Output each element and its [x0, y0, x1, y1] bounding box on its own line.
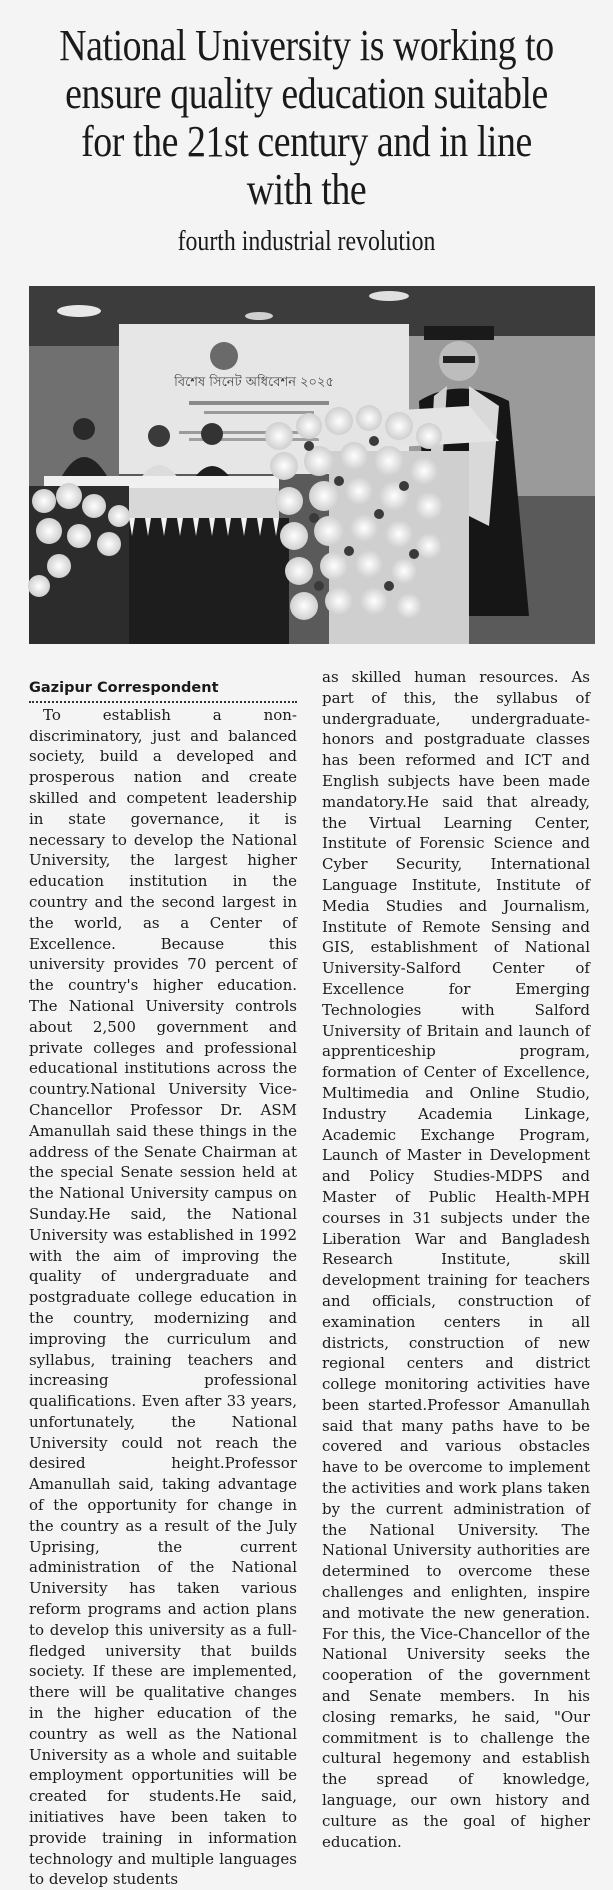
article-photo: [29, 286, 595, 644]
article-column-left: [29, 678, 297, 1889]
article-body-left: To establish a non-discriminatory, just and balanced society, build a developed and prosperous nation and create skilled and competent leadership in state governance, it is necessary to develop the National University, the largest higher education institution in the country and the second largest in the world, as a Center of Excellence. Because this university provides 70 percent of the country's higher education. The National University controls about 2,500 government and private colleges and professional educational institutions across the country.National University Vice-Chancellor Professor Dr. ASM Amanullah said these things in the address of the Senate Chairman at the special Senate session held at the National University campus on Sunday.He said, the National University was established in 1992 with the aim of improving the quality of undergraduate and postgraduate college education in the country, modernizing and improving the curriculum and syllabus, training teachers and increasing professional qualifications. Even after 33 years, unfortunately, the National University could not reach the desired height.Professor Amanullah said, taking advantage of the opportunity for change in the country as a result of the July Uprising, the current administration of the National University has taken various reform programs and action plans to develop this university as a full-fledged university that builds society. If these are implemented, there will be qualitative changes in the higher education of the country as well as the National University as a whole and suitable employment opportunities will be created for students.He said, initiatives have been taken to provide training in information technology and multiple languages to develop students: [29, 705, 297, 1889]
senate-session-photo: [29, 286, 595, 644]
article-column-right: [322, 667, 590, 1851]
article-body-right: as skilled human resources. As part of this, the syllabus of undergraduate, undergraduate-honors and postgraduate classes has been reformed and ICT and English subjects have been made mandatory.He said that already, the Virtual Learning Center, Institute of Forensic Science and Cyber Security, International Language Institute, Institute of Media Studies and Journalism, Institute of Remote Sensing and GIS, establishment of National University-Salford Center of Excellence for Emerging Technologies with Salford University of Britain and launch of apprenticeship program, formation of Center of Excellence, Multimedia and Online Studio, Industry Academia Linkage, Academic Exchange Program, Launch of Master in Development and Policy Studies-MDPS and Master of Public Health-MPH courses in 31 subjects under the Liberation War and Bangladesh Research Institute, skill development training for teachers and officials, construction of examination centers in all districts, construction of new regional centers and district college monitoring activities have been started.Professor Amanullah said that many paths have to be covered and various obstacles have to be overcome to implement the activities and work plans taken by the current administration of the National University. The National University authorities are determined to overcome these challenges and enlighten, inspire and motivate the new generation. For this, the Vice-Chancellor of the National University seeks the cooperation of the government and Senate members. In his closing remarks, he said, "Our commitment is to challenge the cultural hegemony and establish the spread of knowledge, language, our own history and culture as the goal of higher education.: [322, 668, 590, 1851]
subheadline: fourth industrial revolution: [177, 226, 436, 257]
headline: National University is working to ensure quality education suitable for the 21st century and in line with the: [59, 21, 554, 214]
byline: Gazipur Correspondent: [29, 678, 297, 703]
banner-text: বিশেষ সিনেট অধিবেশন ২০২৫: [174, 375, 334, 390]
